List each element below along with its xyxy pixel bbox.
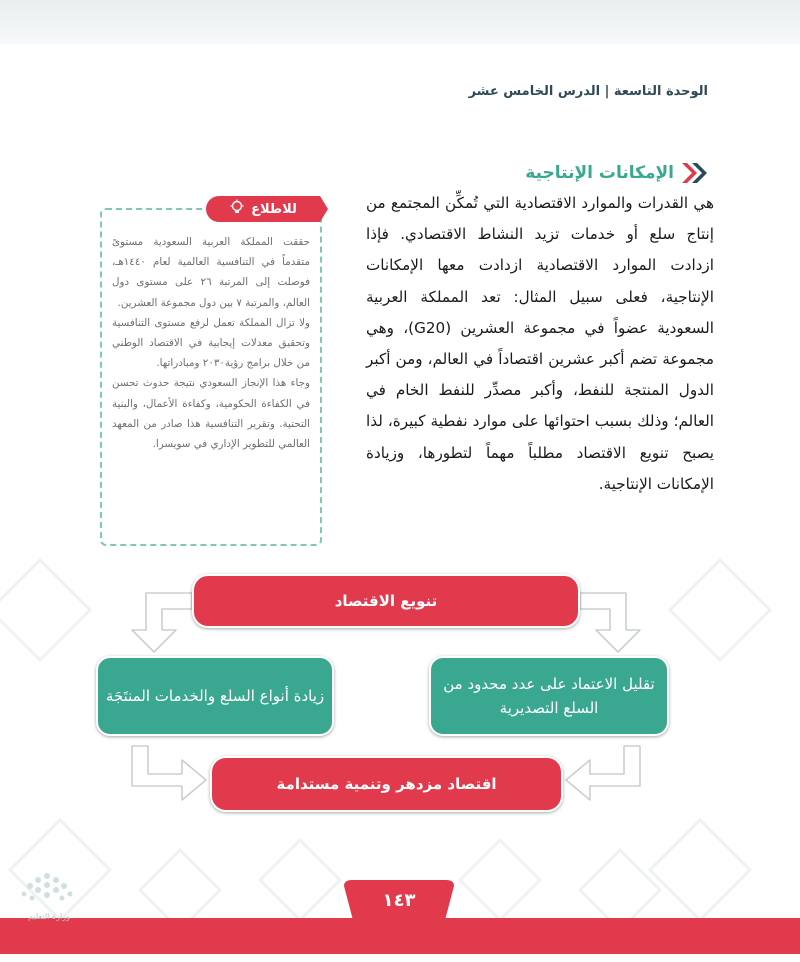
double-chevron-icon	[680, 161, 710, 185]
aside-label-text: للاطلاع	[251, 201, 297, 217]
section-body: هي القدرات والموارد الاقتصادية التي تُمكِّن المجتمع من إنتاج سلع أو خدمات تزيد النشاط الاقتصادي. فإذا ازدادت الموارد الاقتصادية ازدادت معها الإمكانات الإنتاجية، فعلى سبيل المثال: تعد المملكة العربية السعودية عضواً في مجموعة العشرين (G20)، وهي مجموعة تضم أكبر عشرين اقتصاداً في العالم، ومن أكبر الدول المنتجة للنفط، وأكبر مصدِّر للنفط الخام في العالم؛ وذلك بسبب احتوائها على موارد نفطية كبيرة، لذا يصبح تنويع الاقتصاد مطلباً مهماً لتطورها، وزيادة الإمكانات الإنتاجية.	[366, 194, 714, 493]
section-heading	[525, 158, 710, 188]
page-number: ١٤٣	[382, 889, 416, 911]
aside-label	[206, 196, 320, 222]
aside-paragraph: ولا تزال المملكة تعمل لرفع مستوى التنافسية وتحقيق معدلات إيجابية في الاقتصاد الوطني من خلال برامج رؤية٢٠٣٠ ومبادراتها.	[112, 316, 310, 370]
section-title: الإمكانات الإنتاجية	[525, 163, 674, 183]
aside-paragraph: حققت المملكة العربية السعودية مستوىً متقدماً في التنافسية العالمية لعام ١٤٤٠هـ، فوصلت إلى المرتبة ٢٦ على مستوى دول العالم، والمرتبة ٧ بين دول مجموعة العشرين.	[112, 236, 310, 309]
diagram-box-prosperous-economy: اقتصاد مزدهر وتنمية مستدامة	[210, 756, 563, 812]
diagram-box-increase-goods: زيادة أنواع السلع والخدمات المنتَجَة	[96, 656, 334, 736]
diagram-box-reduce-dependence: تقليل الاعتماد على عدد محدود من السلع التصديرية	[429, 656, 669, 736]
top-band	[0, 0, 800, 44]
lightbulb-icon	[229, 199, 245, 219]
diagram-box-diversification: تنويع الاقتصاد	[192, 574, 580, 628]
breadcrumb: الوحدة التاسعة | الدرس الخامس عشر	[468, 84, 708, 99]
ministry-logo-text: وزارة التعليم	[28, 912, 70, 921]
aside-paragraph: وجاء هذا الإنجاز السعودي نتيجة حدوث تحسن في الكفاءة الحكومية، وكفاءة الأعمال، والبنية التحتية. وتقرير التنافسية هذا صادر من المعهد العالمي للتطوير الإداري في سويسرا.	[112, 377, 310, 451]
aside-text	[112, 232, 310, 454]
